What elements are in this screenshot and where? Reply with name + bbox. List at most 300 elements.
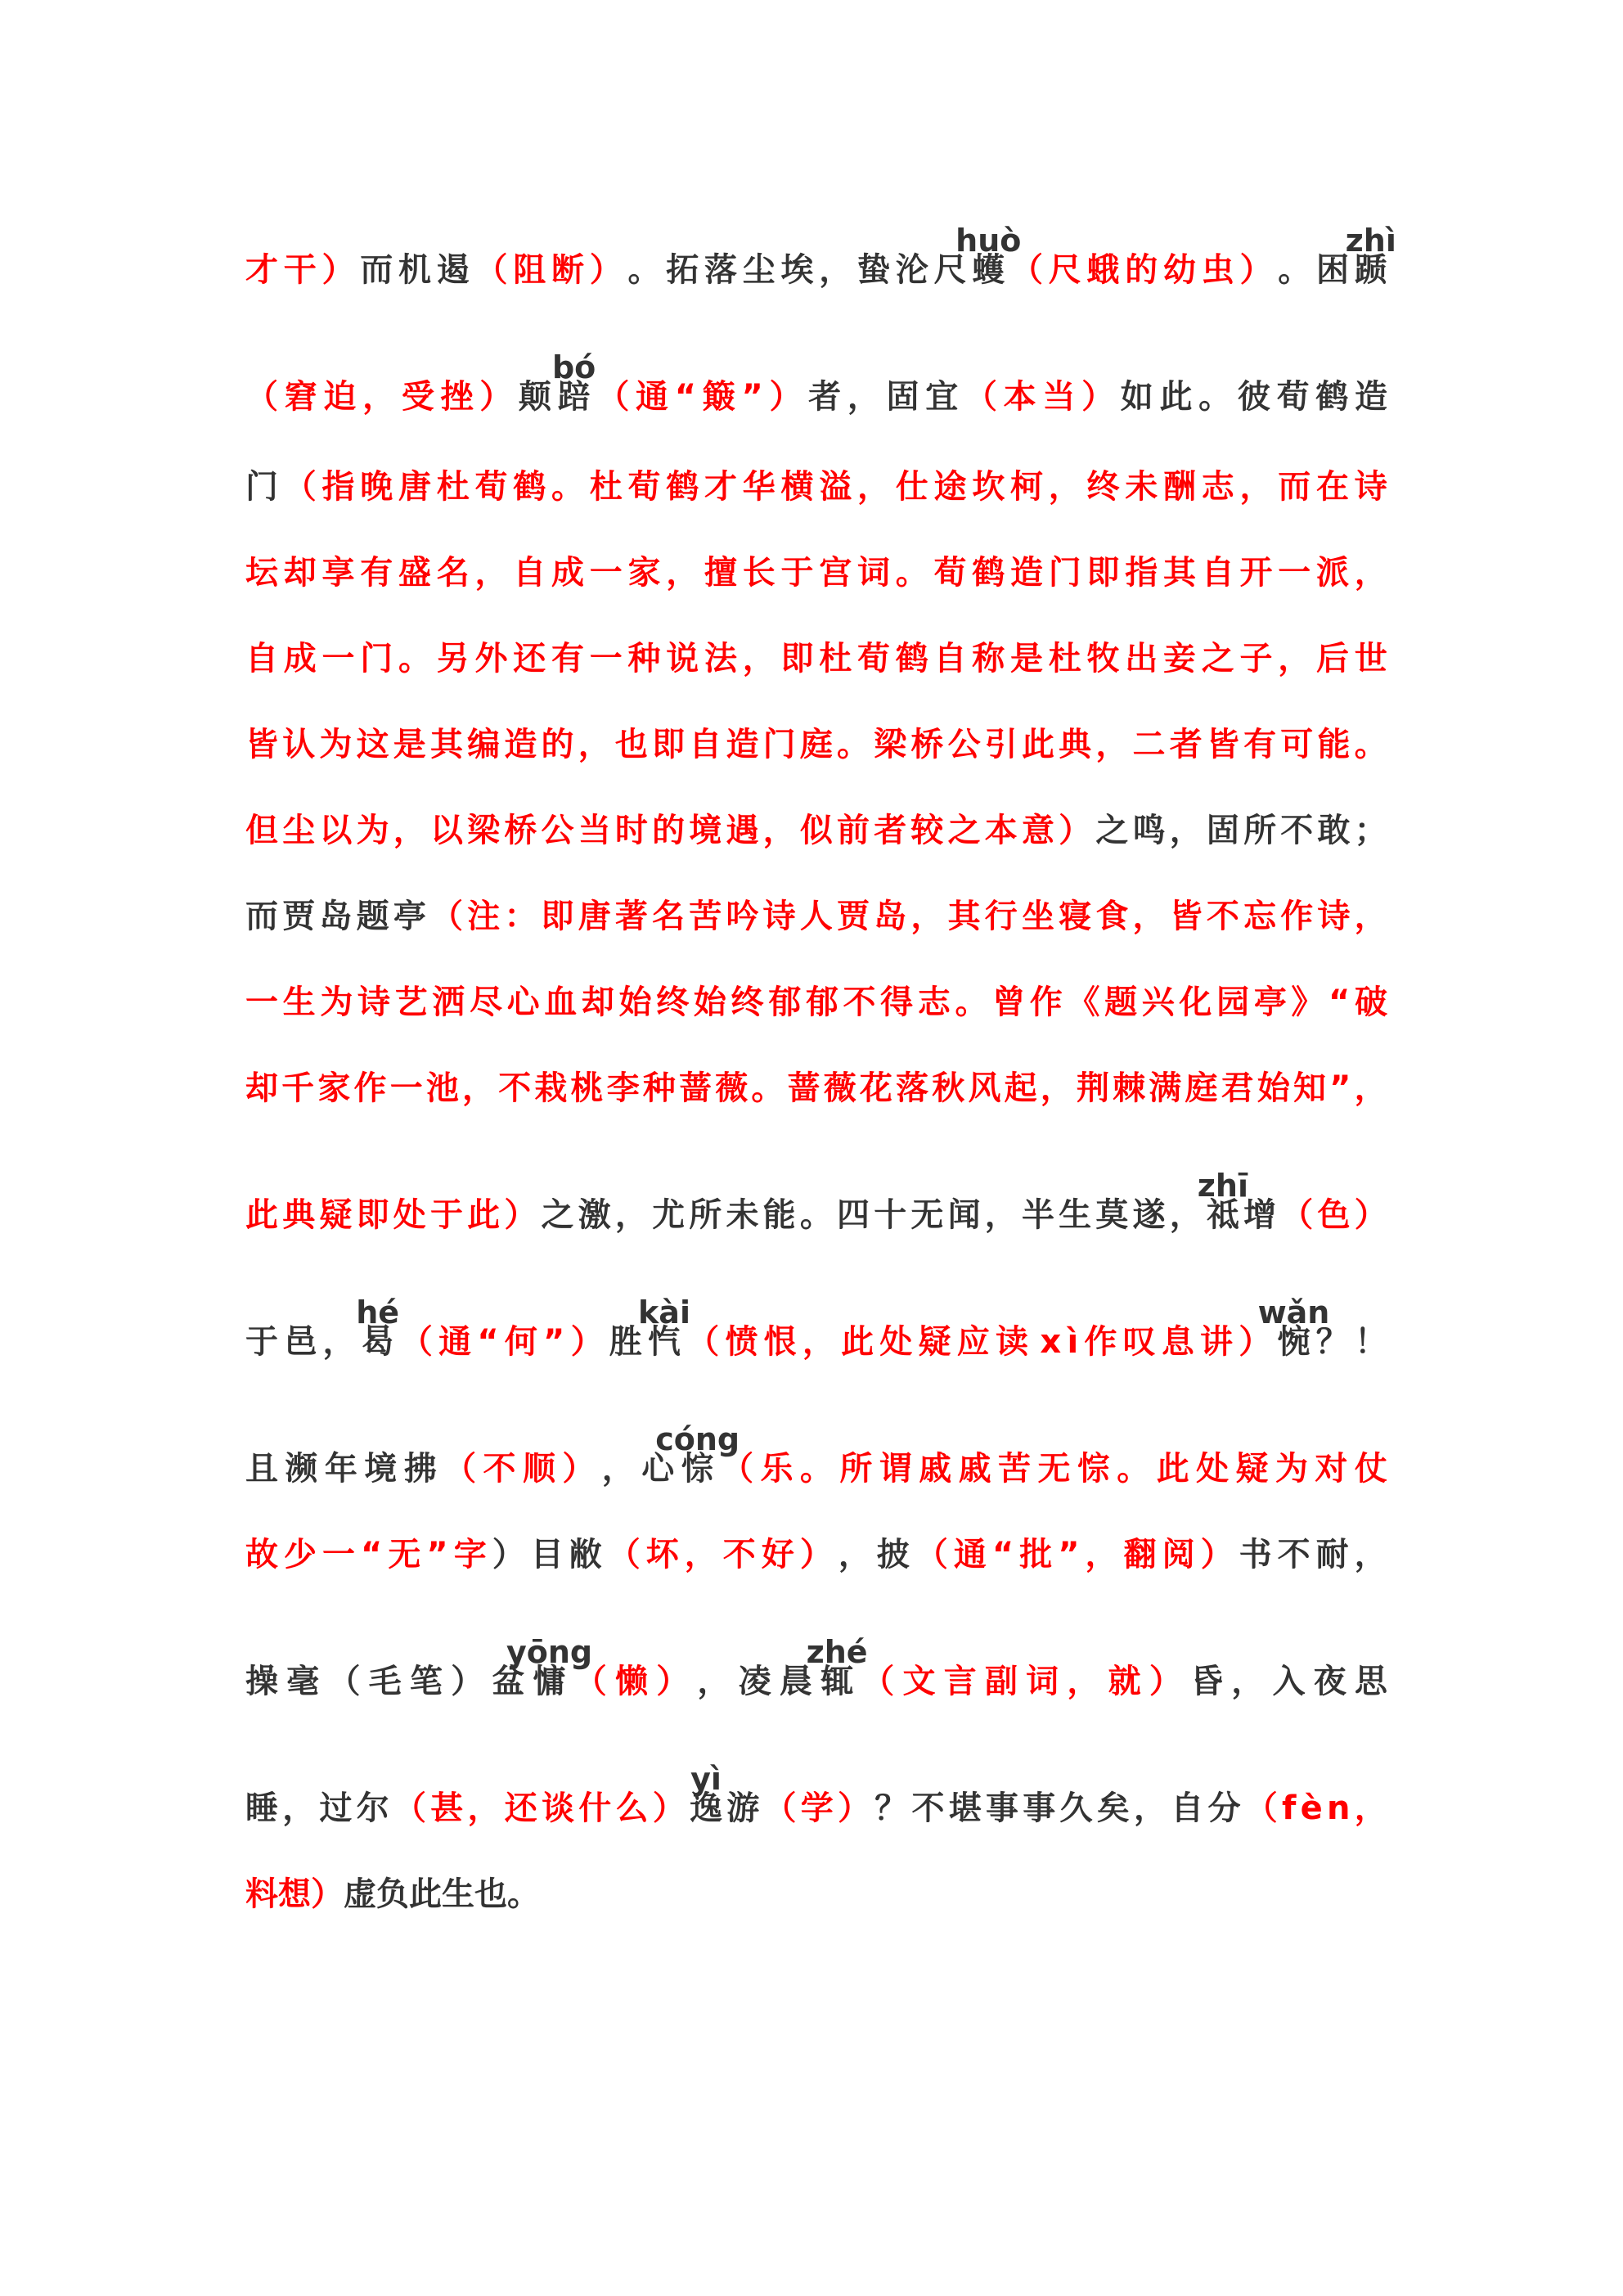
annotation-char: 为 [320,984,353,1021]
annotation-char: 名 [436,554,470,592]
annotation-char: 生 [282,984,316,1021]
body-char: 游 [726,1790,760,1827]
annotation-char: 疑 [319,1196,353,1234]
annotation-char: 一 [589,554,623,592]
annotation-char: 曾 [992,984,1026,1021]
annotation-char: 门 [1048,554,1081,592]
body-char: 尤 [652,1196,686,1234]
annotation-char: 一 [321,640,355,678]
body-char: 门 [245,468,278,506]
annotation-char: ） [656,1663,690,1700]
annotation-char: 法 [704,640,737,678]
body-char: 如 [1120,378,1153,416]
annotation-char: 鹤 [895,640,928,678]
annotation-char: 桥 [504,812,537,849]
annotation-char: 梁 [467,812,501,849]
body-char: 久 [1059,1790,1093,1827]
body-char: 亭 [393,898,426,935]
annotation-char: 盛 [398,554,431,592]
annotation-char: 酬 [1163,468,1196,506]
pinyin-annotation: hé [356,1294,400,1330]
body-char: 四 [837,1196,870,1234]
annotation-char: 此 [245,1196,278,1234]
annotation-char: 以 [319,812,353,849]
annotation-char: ） [838,1790,870,1827]
body-char: 思 [1354,1663,1387,1700]
annotation-char: 批 [1019,1536,1053,1573]
text-line [245,806,1387,855]
annotation-char: ， [1278,640,1311,678]
annotation-char: 外 [474,640,508,678]
annotation-char: 谈 [542,1790,574,1827]
body-char: 尘 [742,251,776,289]
annotation-char: 疑 [1235,1450,1269,1488]
annotation-char: 出 [1125,640,1158,678]
annotation-char: ） [589,251,623,289]
annotation-char: 终 [656,984,690,1021]
annotation-char: 坏 [645,1536,679,1573]
annotation-char: 造 [1010,554,1043,592]
annotation-char: （ [474,251,508,289]
annotation-char: 公 [541,812,574,849]
pinyin-annotation: zhī [1197,1168,1248,1204]
annotation-char: 宫 [819,554,852,592]
annotation-char: 应 [956,1323,990,1361]
annotation-char: 荆 [1076,1069,1109,1107]
body-char: 矣 [1096,1790,1130,1827]
body-char: 。 [1278,251,1311,289]
annotation-char: 者 [1169,726,1203,763]
body-char: 落 [704,251,737,289]
pinyin-annotation: yì [690,1761,722,1797]
body-char: 昏 [1190,1663,1224,1700]
annotation-char: “ [991,1536,1014,1573]
annotation-char: 心 [506,984,540,1021]
body-char: 沦 [895,251,928,289]
annotation-char: 得 [880,984,914,1021]
body-char: ， [838,1536,871,1573]
body-char: ， [1134,1790,1167,1827]
annotation-char: 其 [429,726,463,763]
text-line [245,978,1387,1027]
annotation-char: 尺 [1048,251,1081,289]
annotation-char: 谓 [879,1450,912,1488]
annotation-char: 世 [1354,640,1387,678]
body-char: 于 [245,1323,278,1361]
annotation-char: 不 [498,1069,532,1107]
annotation-char: 作 [353,1069,387,1107]
annotation-char: ” [426,1536,448,1573]
annotation-char: 终 [1086,468,1120,506]
annotation-char: （ [861,1663,895,1700]
body-char: 拓 [666,251,699,289]
annotation-char: 为 [319,726,353,763]
annotation-char: 虫 [1201,251,1234,289]
annotation-char: 桥 [910,726,944,763]
body-char: ， [697,1663,731,1700]
annotation-char: ， [1354,1790,1387,1827]
annotation-char: 通 [953,1536,987,1573]
annotation-char: 挫 [440,378,474,416]
annotation-char: ， [857,468,890,506]
annotation-char: 成 [283,640,317,678]
ruby-char: 慵 yōng [506,1634,593,1700]
annotation-char: “ [674,378,697,416]
annotation-char: （ [1280,1196,1314,1234]
body-char: 遂 [1132,1196,1166,1234]
body-char: 荀 [1276,378,1310,416]
annotation-char: 不 [483,1450,516,1488]
body-char: 自 [1171,1790,1204,1827]
annotation-char: ， [467,1790,501,1827]
body-char: 笔 [409,1663,443,1700]
annotation-char: ” [1329,1069,1351,1107]
annotation-char: 公 [947,726,981,763]
annotation-char: 对 [1315,1450,1348,1488]
annotation-char: 晚 [360,468,393,506]
body-char: 入 [1272,1663,1306,1700]
annotation-char: 愤 [725,1323,758,1361]
annotation-char: （ [915,1536,948,1573]
annotation-char: ） [1239,1323,1272,1361]
body-char: 敝 [569,1536,602,1573]
annotation-char: ， [474,554,508,592]
annotation-char: 者 [874,812,907,849]
annotation-char: 于 [429,1196,463,1234]
annotation-char: 始 [618,984,652,1021]
annotation-char: ） [1149,1663,1182,1700]
body-char: 闻 [947,1196,981,1234]
body-char: 事 [1023,1790,1056,1827]
body-char: ； [1354,812,1387,849]
annotation-char: 池 [425,1069,459,1107]
annotation-char: 息 [1161,1323,1194,1361]
body-char: 负 [376,1875,409,1913]
body-char: 所 [1243,812,1277,849]
annotation-char: ， [742,640,776,678]
annotation-char: 即 [541,898,574,935]
annotation-char: 妾 [1163,640,1196,678]
body-char: 埃 [780,251,814,289]
annotation-char: 而 [1278,468,1311,506]
annotation-char: ， [1354,1069,1387,1107]
annotation-char: 途 [933,468,967,506]
body-char: 堪 [948,1790,982,1827]
annotation-char: 坛 [245,554,278,592]
annotation-char: 一 [1278,554,1311,592]
annotation-char: 副 [984,1663,1018,1700]
annotation-char: 坎 [972,468,1005,506]
text-line [245,1634,1387,1706]
annotation-char: 还 [513,640,546,678]
annotation-char: f [1282,1790,1297,1827]
body-char: 不 [1277,1536,1311,1573]
annotation-char: 家 [317,1069,351,1107]
annotation-char: 在 [1316,468,1349,506]
annotation-char: 断 [551,251,584,289]
body-char: 激 [578,1196,611,1234]
annotation-char: 典 [282,1196,316,1234]
annotation-char: ， [1354,554,1387,592]
body-char: 遏 [436,251,470,289]
annotation-char: 本 [984,812,1018,849]
body-char: 此 [409,1875,442,1913]
body-char: 尔 [356,1790,389,1827]
body-char: 事 [986,1790,1018,1827]
annotation-char: 荀 [857,640,890,678]
annotation-char: （ [1010,251,1043,289]
annotation-char: 皆 [1206,726,1239,763]
annotation-char: 郁 [768,984,802,1021]
body-char: 年 [324,1450,357,1488]
annotation-char: 始 [693,984,726,1021]
annotation-char: 。 [551,468,584,506]
annotation-char: 么 [615,1790,649,1827]
annotation-char: 杜 [819,640,852,678]
annotation-char: 鹤 [666,468,699,506]
annotation-char: 长 [742,554,776,592]
annotation-char: 鹤 [513,468,546,506]
annotation-char: 什 [578,1790,612,1827]
annotation-char: 干 [283,251,317,289]
annotation-char: 言 [943,1663,977,1700]
annotation-char: 行 [984,898,1018,935]
annotation-char: ） [1354,1196,1387,1234]
body-char: 宜 [925,378,959,416]
annotation-char: 子 [1239,640,1273,678]
annotation-char: 杜 [589,468,623,506]
annotation-char: 柯 [1010,468,1043,506]
annotation-char: 阻 [513,251,546,289]
annotation-char: 坐 [1021,898,1054,935]
ruby-char: 悰 cóng [655,1421,740,1488]
annotation-char: 作 [1280,898,1314,935]
annotation-char: 自 [689,726,722,763]
annotation-char: 自 [245,640,278,678]
pinyin-annotation: huò [955,223,1022,259]
body-char: 造 [1354,378,1387,416]
annotation-char: 以 [429,812,463,849]
annotation-char: ） [799,1536,833,1573]
annotation-char: ） [321,251,355,289]
annotation-char: 但 [245,812,278,849]
annotation-char: 有 [360,554,393,592]
body-char: 蛰 [857,251,890,289]
annotation-char: 薇 [823,1069,856,1107]
annotation-char: 。 [955,984,988,1021]
annotation-char: 名 [652,898,686,935]
body-char: ） [492,1536,525,1573]
annotation-char: 还 [504,1790,537,1827]
body-char: ， [614,1196,648,1234]
annotation-char: （ [393,1790,426,1827]
text-line [245,548,1387,597]
annotation-char: 始 [1257,1069,1290,1107]
body-char: 能 [762,1196,796,1234]
annotation-char: （ [1244,1790,1278,1827]
annotation-char: ， [1354,898,1387,935]
annotation-char: 梁 [874,726,907,763]
annotation-char: 自 [513,554,546,592]
annotation-char: 意 [1021,812,1054,849]
annotation-char: 不 [722,1536,756,1573]
annotation-char: 后 [1316,640,1349,678]
text-line [245,1761,1387,1833]
annotation-char: 不 [1206,898,1239,935]
body-char: 晨 [779,1663,812,1700]
annotation-char: 此 [841,1323,874,1361]
ruby-char: 逸 yì [690,1761,722,1827]
annotation-char: ， [1239,468,1273,506]
annotation-char: 志 [917,984,951,1021]
annotation-char: 窘 [284,378,317,416]
annotation-char: 何 [504,1323,537,1361]
annotation-char: ， [1048,468,1081,506]
body-char: 。 [627,251,661,289]
pinyin-annotation: bó [551,349,596,385]
annotation-char: 好 [761,1536,794,1573]
body-char: 半 [1021,1196,1054,1234]
annotation-char: ， [1085,1536,1118,1573]
body-char: ， [282,1790,316,1827]
annotation-char: 字 [453,1536,487,1573]
body-char: 毫 [286,1663,320,1700]
ruby-char: 蠖 huò [955,223,1022,289]
annotation-char: 此 [1156,1450,1189,1488]
annotation-char: 仕 [895,468,928,506]
annotation-char: ） [1239,251,1273,289]
annotation-char: 境 [689,812,722,849]
body-char: 颠 [518,378,551,416]
annotation-char: 本 [1003,378,1036,416]
pinyin-annotation: zhì [1345,223,1396,259]
annotation-char: 即 [356,1196,389,1234]
text-line [245,720,1387,769]
annotation-char: 《 [1067,984,1100,1021]
annotation-char: 戚 [919,1450,952,1488]
body-char: 。 [1198,378,1232,416]
body-char: 生 [1059,1196,1092,1234]
annotation-char: 疑 [918,1323,951,1361]
annotation-char: 却 [245,1069,278,1107]
body-char: 虚 [344,1875,376,1913]
annotation-char: 于 [780,554,814,592]
annotation-char: 家 [627,554,661,592]
annotation-char: 仗 [1354,1450,1387,1488]
body-char: 者 [808,378,842,416]
body-char: 睡 [245,1790,278,1827]
annotation-char: 甚 [430,1790,464,1827]
text-line [245,1530,1387,1579]
annotation-char: 即 [1086,554,1120,592]
body-char: 十 [874,1196,907,1234]
annotation-char: 起 [1004,1069,1037,1107]
annotation-char: 此 [467,1196,501,1234]
annotation-char: 即 [780,640,814,678]
annotation-char: 是 [393,726,426,763]
annotation-char: 兴 [1141,984,1175,1021]
body-char: 境 [364,1450,398,1488]
annotation-char: 一 [389,1069,423,1107]
annotation-char: 乐 [760,1450,794,1488]
annotation-char: （ [573,1663,607,1700]
annotation-char: 栽 [534,1069,568,1107]
annotation-char: 荀 [627,468,661,506]
annotation-char: 亭 [1253,984,1287,1021]
annotation-char: 有 [551,640,584,678]
text-line [245,1421,1387,1493]
annotation-char: 指 [1125,554,1158,592]
annotation-char: 受 [401,378,434,416]
body-char: 之 [541,1196,574,1234]
body-char: 操 [245,1663,278,1700]
annotation-char: 作 [1029,984,1063,1021]
annotation-char: 造 [504,726,537,763]
annotation-char: 蔷 [679,1069,713,1107]
annotation-char: 诗 [357,984,390,1021]
annotation-char: 杜 [436,468,470,506]
annotation-char: 艺 [394,984,428,1021]
annotation-char: 君 [1221,1069,1254,1107]
text-line [245,1064,1387,1113]
annotation-char: 李 [606,1069,640,1107]
body-char: ， [1231,1663,1265,1700]
annotation-char: n [1327,1790,1351,1827]
body-char: ， [847,378,880,416]
ruby-char: 辄 zhé [806,1634,868,1700]
annotation-char: 处 [879,1323,913,1361]
annotation-char: 诗 [762,898,796,935]
body-char: 不 [1280,812,1314,849]
annotation-char: 终 [731,984,764,1021]
annotation-char: 为 [356,812,389,849]
annotation-char: 另 [436,640,470,678]
body-char: 书 [1239,1536,1272,1573]
annotation-char: ， [666,554,699,592]
annotation-char: 文 [902,1663,936,1700]
body-char: （ [327,1663,361,1700]
annotation-char: 忘 [1243,898,1277,935]
annotation-char: 皆 [245,726,278,763]
annotation-char: ” [1058,1536,1080,1573]
annotation-char: ） [769,378,803,416]
annotation-char: 作 [1084,1323,1117,1361]
annotation-char: 满 [1149,1069,1182,1107]
annotation-char: 溢 [819,468,852,506]
ruby-char: 曷 hé [356,1294,400,1361]
annotation-char: 成 [551,554,584,592]
annotation-char: 食 [1095,898,1129,935]
annotation-char: 指 [321,468,355,506]
body-char: 拂 [403,1450,437,1488]
body-char: 鸣 [1132,812,1166,849]
annotation-char: 诗 [1317,898,1351,935]
annotation-char: ” [543,1323,565,1361]
annotation-char: 不 [843,984,876,1021]
text-line [245,349,1387,421]
annotation-char: 开 [1239,554,1273,592]
body-char: 固 [886,378,919,416]
annotation-char: ） [1059,812,1092,849]
annotation-char: （ [443,1450,477,1488]
annotation-char: 一 [589,640,623,678]
body-char: 。 [507,1875,540,1913]
annotation-char: “ [477,1323,499,1361]
ruby-char: 忾 kài [638,1294,690,1361]
annotation-char: （ [283,468,317,506]
annotation-char: 遇 [726,812,759,849]
body-char: 不 [911,1790,945,1827]
